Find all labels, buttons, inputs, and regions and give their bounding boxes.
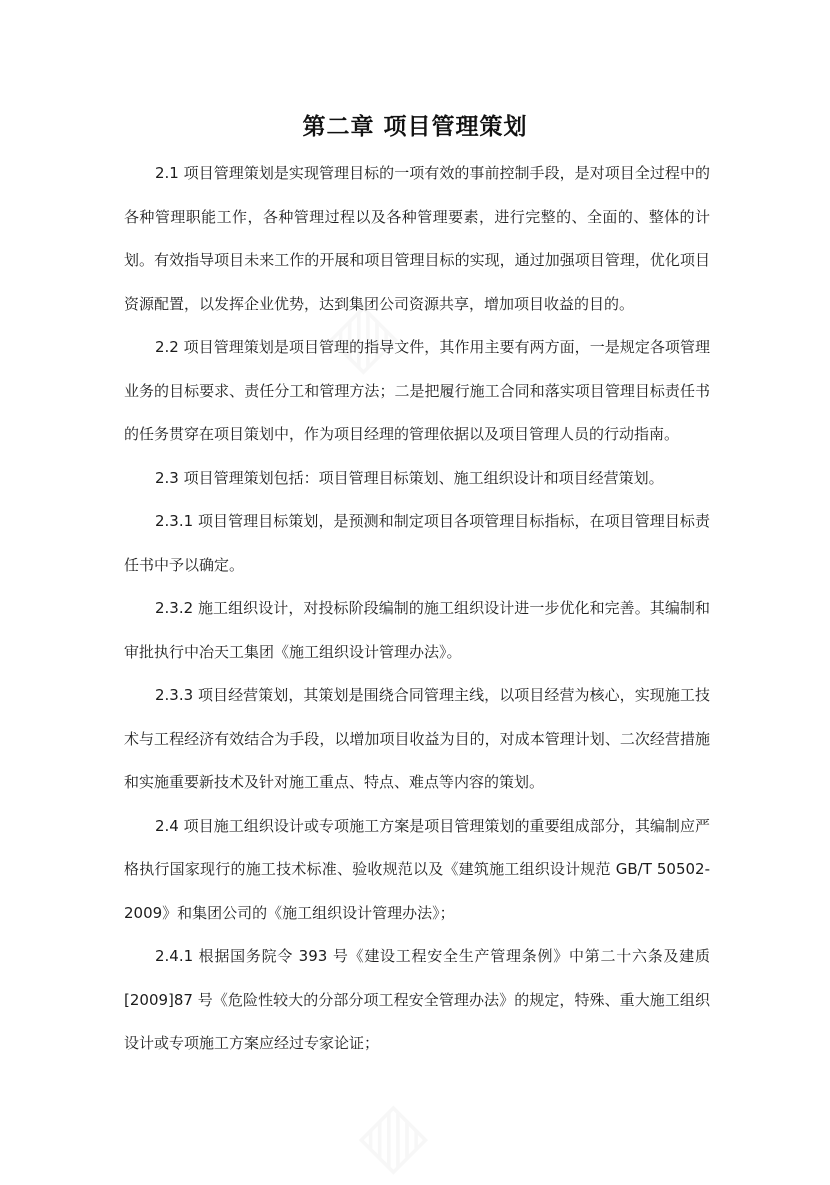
paragraph-2-1: 2.1 项目管理策划是实现管理目标的一项有效的事前控制手段，是对项目全过程中的各种管理职能工作，各种管理过程以及各种管理要素，进行完整的、全面的、整体的计划。有效指导项目未来工作的开展和项目管理目标的实现，通过加强项目管理，优化项目资源配置，以发挥企业优势，达到集团公司资源共享，增加项目收益的目的。 <box>124 164 710 313</box>
paragraph-2-3-1: 2.3.1 项目管理目标策划，是预测和制定项目各项管理目标指标，在项目管理目标责任书中予以确定。 <box>124 512 710 574</box>
chapter-title: 第二章 项目管理策划 <box>302 114 528 140</box>
paragraph-2-3: 2.3 项目管理策划包括：项目管理目标策划、施工组织设计和项目经营策划。 <box>155 468 664 487</box>
paragraph-2-3-3: 2.3.3 项目经营策划，其策划是围绕合同管理主线，以项目经营为核心，实现施工技术与工程经济有效结合为手段，以增加项目收益为目的，对成本管理计划、二次经营措施和实施重要新技术及针对施工重点、特点、难点等内容的策划。 <box>124 686 710 791</box>
paragraph-2-3-2: 2.3.2 施工组织设计，对投标阶段编制的施工组织设计进一步优化和完善。其编制和审批执行中冶天工集团《施工组织设计管理办法》。 <box>124 599 710 661</box>
watermark-mark: ▨ <box>342 1089 438 1185</box>
paragraph-2-2: 2.2 项目管理策划是项目管理的指导文件，其作用主要有两方面，一是规定各项管理业务的目标要求、责任分工和管理方法；二是把履行施工合同和落实项目管理目标责任书的任务贯穿在项目策划中，作为项目经理的管理依据以及项目管理人员的行动指南。 <box>124 338 710 443</box>
paragraph-2-4: 2.4 项目施工组织设计或专项施工方案是项目管理策划的重要组成部分，其编制应严格执行国家现行的施工技术标准、验收规范以及《建筑施工组织设计规范 GB/T 50502-2009》和集团公司的《施工组织设计管理办法》； <box>124 816 710 922</box>
document-body <box>124 152 710 1066</box>
paragraph-2-4-1: 2.4.1 根据国务院令 393 号《建设工程安全生产管理条例》中第二十六条及建质[2009]87 号《危险性较大的分部分项工程安全管理办法》的规定，特殊、重大施工组织设计或专项施工方案应经过专家论证； <box>124 947 710 1052</box>
watermark-mark: ▨ <box>312 289 408 385</box>
